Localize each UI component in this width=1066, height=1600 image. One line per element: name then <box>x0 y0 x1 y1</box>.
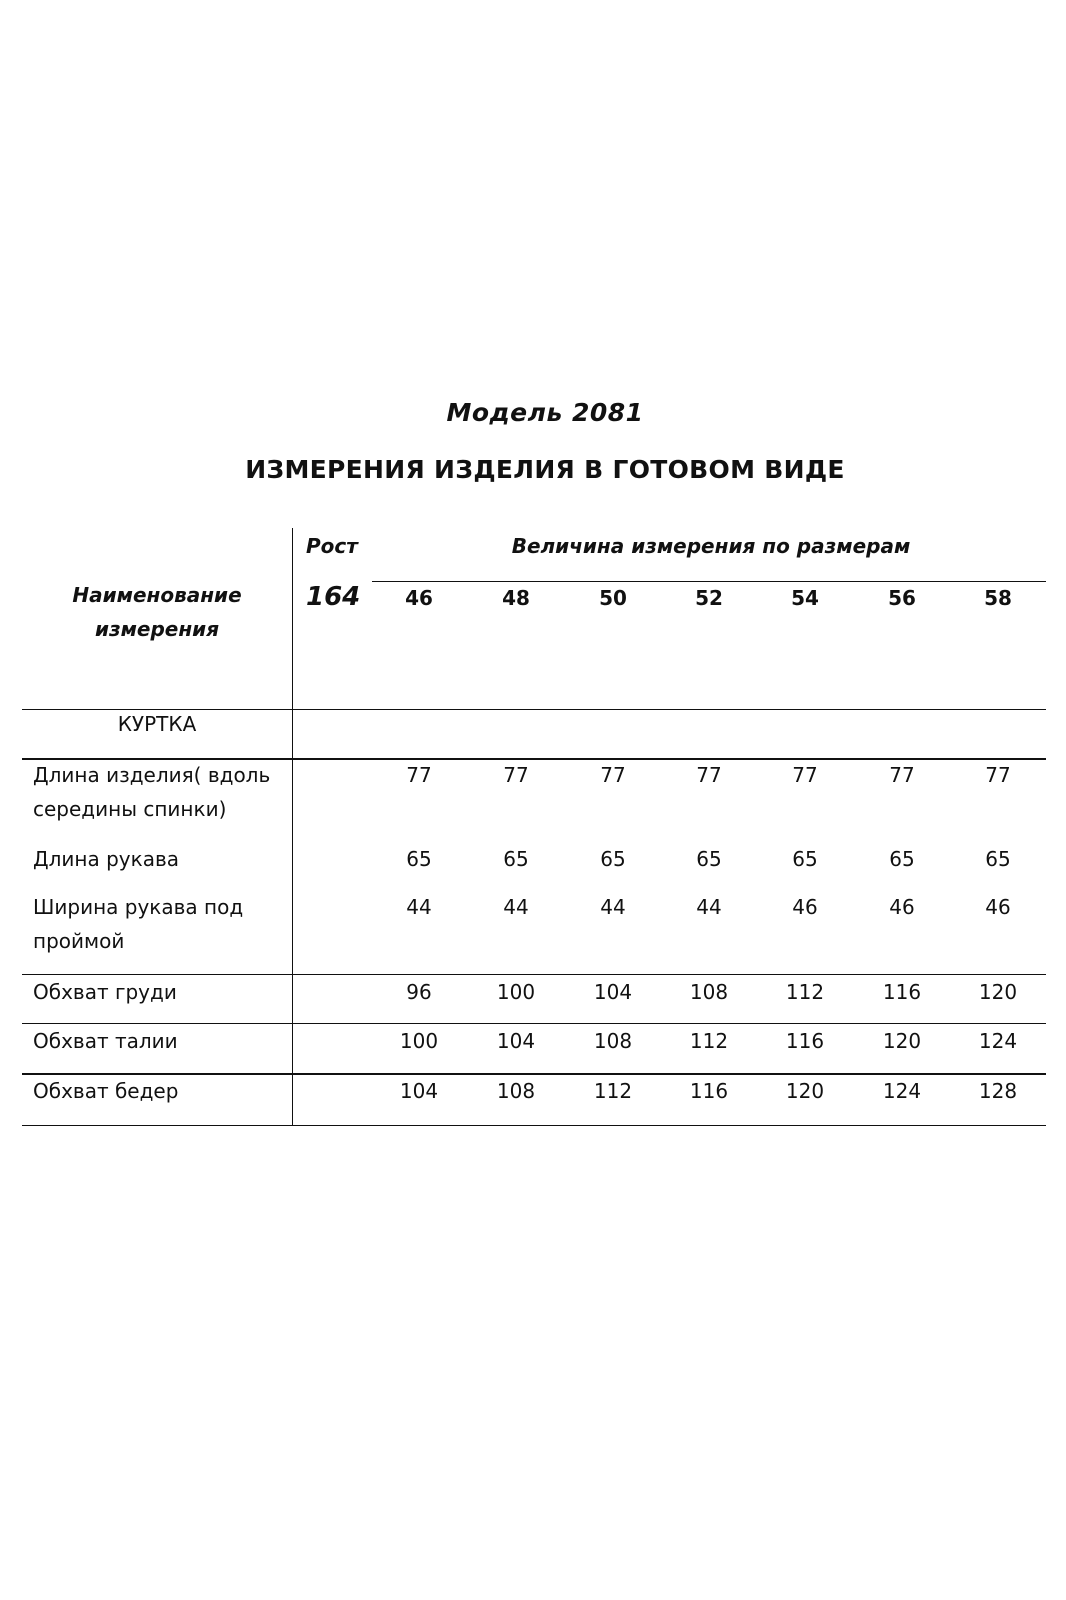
row-label: Обхват груди <box>33 980 177 1004</box>
table-cell: 116 <box>689 1079 729 1103</box>
table-cell: 77 <box>406 763 432 787</box>
page-title: ИЗМЕРЕНИЯ ИЗДЕЛИЯ В ГОТОВОМ ВИДЕ <box>245 455 845 484</box>
table-cell: 128 <box>978 1079 1018 1103</box>
table-cell: 124 <box>882 1079 922 1103</box>
table-cell: 104 <box>399 1079 439 1103</box>
size-header: 52 <box>695 586 723 610</box>
size-header: 54 <box>791 586 819 610</box>
model-title: Модель 2081 <box>446 398 644 427</box>
table-cell: 96 <box>406 980 432 1004</box>
table-bottom-rule <box>22 1125 1046 1126</box>
row-label: Длина рукава <box>33 847 180 871</box>
table-cell: 124 <box>978 1029 1018 1053</box>
table-cell: 44 <box>600 895 626 919</box>
table-cell: 112 <box>593 1079 633 1103</box>
table-cell: 65 <box>503 847 529 871</box>
table-cell: 104 <box>496 1029 536 1053</box>
section-label: КУРТКА <box>117 712 197 736</box>
table-cell: 100 <box>399 1029 439 1053</box>
height-label: Рост <box>306 534 358 558</box>
table-cell: 108 <box>496 1079 536 1103</box>
row-label: Обхват талии <box>33 1029 178 1053</box>
table-cell: 112 <box>785 980 825 1004</box>
table-cell: 116 <box>882 980 922 1004</box>
size-header: 46 <box>405 586 433 610</box>
header-bottom-rule <box>22 709 1046 710</box>
table-cell: 108 <box>689 980 729 1004</box>
table-cell: 77 <box>792 763 818 787</box>
table-cell: 65 <box>792 847 818 871</box>
table-cell: 77 <box>696 763 722 787</box>
row-label: Длина изделия( вдоль середины спинки) <box>33 763 271 821</box>
table-cell: 46 <box>889 895 915 919</box>
row-label: Обхват бедер <box>33 1079 179 1103</box>
table-cell: 77 <box>503 763 529 787</box>
table-cell: 77 <box>889 763 915 787</box>
sizes-caption: Величина измерения по размерам <box>511 534 911 558</box>
table-cell: 65 <box>696 847 722 871</box>
height-value: 164 <box>306 582 361 612</box>
table-cell: 108 <box>593 1029 633 1053</box>
table-cell: 44 <box>696 895 722 919</box>
table-cell: 77 <box>985 763 1011 787</box>
table-cell: 65 <box>406 847 432 871</box>
table-cell: 65 <box>889 847 915 871</box>
column-divider <box>292 528 293 1126</box>
size-header: 58 <box>984 586 1012 610</box>
size-header: 56 <box>888 586 916 610</box>
size-header: 50 <box>599 586 627 610</box>
table-cell: 65 <box>985 847 1011 871</box>
row-label: Ширина рукава под проймой <box>33 895 244 953</box>
table-cell: 65 <box>600 847 626 871</box>
table-cell: 116 <box>785 1029 825 1053</box>
table-cell: 46 <box>792 895 818 919</box>
table-cell: 100 <box>496 980 536 1004</box>
table-cell: 44 <box>503 895 529 919</box>
table-cell: 120 <box>978 980 1018 1004</box>
table-cell: 77 <box>600 763 626 787</box>
table-cell: 120 <box>882 1029 922 1053</box>
sizes-header-rule <box>372 581 1046 582</box>
table-cell: 44 <box>406 895 432 919</box>
table-cell: 112 <box>689 1029 729 1053</box>
table-cell: 46 <box>985 895 1011 919</box>
table-cell: 104 <box>593 980 633 1004</box>
table-cell: 120 <box>785 1079 825 1103</box>
measure-name-header: Наименование измерения <box>72 583 242 641</box>
size-header: 48 <box>502 586 530 610</box>
